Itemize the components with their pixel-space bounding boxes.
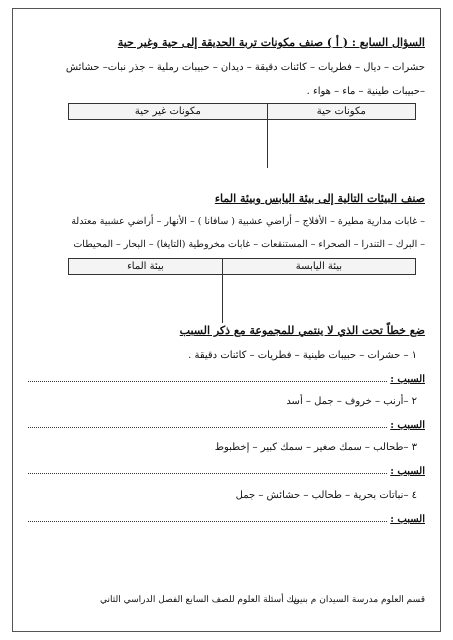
odd-reason-3 <box>28 464 425 477</box>
odd-item-4: ٤ –نباتات بحرية – طحالب – حشائش – جمل <box>235 490 417 501</box>
env-cell-land <box>222 275 415 324</box>
env-cell-water <box>69 275 223 324</box>
q7-items-line-2: –حبيبات طينية – ماء – هواء . <box>306 86 425 97</box>
env-sort-table <box>68 258 416 323</box>
odd-reason-4 <box>28 512 425 525</box>
footer-bank-title: بنك أسئلة العلوم للصف السابع الفصل الدراسي الثاني <box>100 595 300 605</box>
q7-sort-table <box>68 103 416 168</box>
q7-items-line-1: حشرات – ديال – فطريات – كائنات دقيقة – ديدان – حبيبات رملية – جذر نبات– حشائش <box>65 62 425 73</box>
q7-cell-nonliving <box>69 120 268 169</box>
reason-label: السبب : <box>390 466 425 477</box>
q7-header-living: مكونات حية <box>267 104 415 120</box>
reason-answer-line[interactable] <box>28 464 387 474</box>
reason-label: السبب : <box>390 514 425 525</box>
odd-title: ضع خطاً تحت الذي لا ينتمي للمجموعة مع ذكر السبب <box>179 324 425 337</box>
env-items-line-1: – غابات مدارية مطيرة – الأفلاج – أراضي عشبية ( سافانا ) – الأنهار – أراضي عشبية معتدلة <box>71 216 425 227</box>
footer-department: قسم العلوم مدرسة السيدان م بنين <box>293 595 425 605</box>
odd-reason-2 <box>28 418 425 431</box>
odd-item-3: ٣ –طحالب – سمك صغير – سمك كبير – إخطبوط <box>214 442 417 453</box>
q7-cell-living <box>267 120 415 169</box>
env-header-land: بيئة اليابسة <box>222 259 415 275</box>
q7-title: السؤال السابع : ( أ ) صنف مكونات تربة الحديقة إلى حية وغير حية <box>117 36 425 49</box>
reason-label: السبب : <box>390 374 425 385</box>
reason-answer-line[interactable] <box>28 372 387 382</box>
odd-item-1: ١ – حشرات – حبيبات طينية – فطريات – كائنات دقيقة . <box>188 350 417 361</box>
reason-answer-line[interactable] <box>28 512 387 522</box>
q7-header-nonliving: مكونات غير حية <box>69 104 268 120</box>
reason-answer-line[interactable] <box>28 418 387 428</box>
env-title: صنف البيئات التالية إلى بيئة اليابس وبيئة الماء <box>214 192 425 205</box>
env-header-water: بيئة الماء <box>69 259 223 275</box>
odd-item-2: ٢ –أرنب – خروف – جمل – أسد <box>286 396 417 407</box>
env-items-line-2: – البرك – التندرا – الصحراء – المستنقعات – غابات مخروطية (التايغا) – البحار – المحيطات <box>73 239 425 250</box>
odd-reason-1 <box>28 372 425 385</box>
reason-label: السبب : <box>390 420 425 431</box>
